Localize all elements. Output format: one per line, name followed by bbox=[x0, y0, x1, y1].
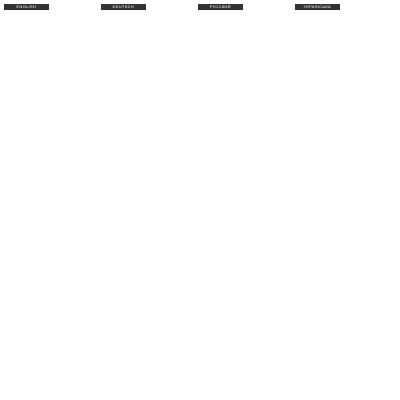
language-tab: УКРАЇНСЬКА bbox=[295, 4, 340, 10]
column-5 bbox=[198, 4, 243, 388]
column-3 bbox=[101, 4, 146, 388]
language-tab: РУССКИЙ bbox=[198, 4, 243, 10]
column-7 bbox=[295, 4, 340, 388]
column-4 bbox=[150, 4, 195, 388]
column-8 bbox=[344, 4, 389, 388]
column-1 bbox=[4, 4, 49, 388]
column-2 bbox=[53, 4, 98, 388]
language-tab: DEUTSCH bbox=[101, 4, 146, 10]
column-6 bbox=[247, 4, 292, 388]
language-tab: ENGLISH bbox=[4, 4, 49, 10]
